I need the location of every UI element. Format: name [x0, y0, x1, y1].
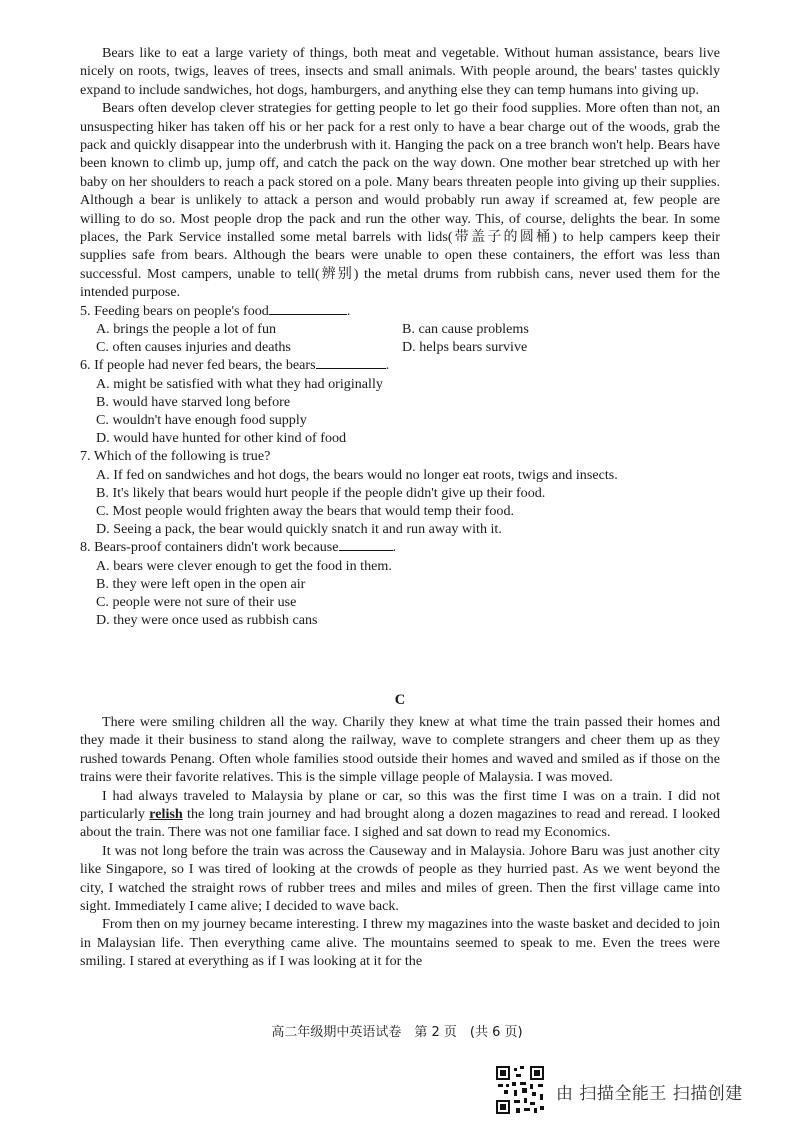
passage-c-paragraph-2 [80, 787, 720, 842]
passage-c-paragraph-1: There were smiling children all the way. Charily they knew at what time the train passed their homes and they made it their business to stand along the railway, wave to complete strangers and cheer them up as they rushed towards Penang. Often whole families stood outside their homes and waved and smiled as if those on the trains were their favorite relatives. This is the simple village people of Malaysia. I was moved. [80, 714, 720, 786]
option-c: C. wouldn't have enough food supply [96, 411, 307, 428]
question-stem: 7. Which of the following is true? [80, 448, 271, 465]
page-footer: 高二年级期中英语试卷 第 2 页 (共 6 页) [271, 1025, 523, 1040]
question-5 [80, 302, 720, 357]
question-6 [80, 356, 720, 447]
answer-blank [269, 302, 347, 315]
keyword-relish: relish [149, 806, 183, 823]
option-c: C. people were not sure of their use [96, 593, 297, 610]
stem-end: . [385, 357, 390, 374]
passage-c-paragraph-4: From then on my journey became interesting. I threw my magazines into the waste basket and decided to join in Malaysian life. Then everything came alive. The mountains seemed to speak to me. Even the trees were smiling. I stared at everything as if I was looking at it for the [80, 916, 720, 970]
option-a: A. If fed on sandwiches and hot dogs, the bears would no longer eat roots, twigs and insects. [96, 466, 618, 483]
option-b: B. can cause problems [402, 320, 529, 337]
passage-b [80, 44, 720, 629]
paragraph-text: I had always traveled to Malaysia by plane or car, so this was the first time I was on a train. I did not particularly [80, 787, 720, 823]
option-a: A. brings the people a lot of fun [96, 320, 277, 337]
answer-blank [339, 538, 393, 551]
option-c: C. often causes injuries and deaths [96, 339, 291, 356]
option-c: C. Most people would frighten away the bears that would temp their food. [96, 502, 515, 519]
question-stem: 5. Feeding bears on people's food [80, 302, 269, 319]
passage-b-paragraph-1: Bears like to eat a large variety of things, both meat and vegetable. Without human assistance, bears live nicely on roots, twigs, leaves of trees, insects and small animals. With people around, the bears' tastes quickly expand to include sandwiches, hot dogs, hamburgers, and anything else they can temp humans into giving up. [80, 45, 720, 98]
stem-end: . [346, 302, 351, 319]
option-d: D. helps bears survive [402, 339, 528, 356]
option-d: D. Seeing a pack, the bear would quickly snatch it and run away with it. [96, 521, 502, 538]
question-7 [80, 447, 720, 538]
passage-c-paragraph-3: It was not long before the train was across the Causeway and in Malaysia. Johore Baru was just another city like Singapore, so I was tired of looking at the crowds of people as they hurried past. As we went beyond the city, I watched the straight rows of rubber trees and miles and miles of green. Then the first village came into sight. Immediately I came alive; I decided to wave back. [80, 842, 720, 915]
question-8 [80, 538, 720, 629]
question-stem: 6. If people had never fed bears, the bears [80, 357, 316, 374]
qr-code-icon [494, 1064, 546, 1116]
answer-blank [316, 356, 386, 369]
stem-end: . [392, 539, 397, 556]
option-d: D. they were once used as rubbish cans [96, 612, 318, 629]
scanner-watermark: 由 扫描全能王 扫描创建 [556, 1084, 743, 1104]
option-a: A. might be satisfied with what they had originally [96, 375, 383, 392]
option-b: B. they were left open in the open air [96, 575, 306, 592]
section-heading: C [394, 692, 406, 708]
option-d: D. would have hunted for other kind of food [96, 430, 347, 447]
paragraph-text: the long train journey and had brought along a dozen magazines to read and reread. I looked about the train. There was not one familiar face. I sighed and sat down to read my Economics. [80, 806, 720, 841]
option-b: B. It's likely that bears would hurt people if the people didn't give up their food. [96, 484, 546, 501]
passage-c [80, 686, 720, 971]
passage-b-paragraph-2: Bears often develop clever strategies for getting people to let go their food supplies. More often than not, an unsuspecting hiker has taken off his or her pack for a rest only to have a bear charge out of the woods, grab the pack and quickly disappear into the underbrush with it. Hanging the pack on a tree branch won't help. Bears have been known to climb up, jump off, and catch the pack on the way down. One mother bear stretched up with her baby on her shoulders to reach a pack stored on a pole. Many bears threaten people into giving up their supplies. Although a bear is unlikely to attack a person and would probably run away if screamed at, few people are willing to do so. Most people drop the pack and run the other way. This, of course, delights the bear. In some places, the Park Service installed some metal barrels with lids(带盖子的圆桶) to help campers keep their supplies safe from bears. Although the bears were unable to open these containers, the effort was less than successful. Most campers, unable to tell(辨别) the metal drums from rubbish cans, never used them for the intended purpose. [80, 100, 720, 301]
option-b: B. would have starved long before [96, 393, 291, 410]
question-stem: 8. Bears-proof containers didn't work because [80, 539, 339, 556]
option-a: A. bears were clever enough to get the food in them. [96, 557, 392, 574]
